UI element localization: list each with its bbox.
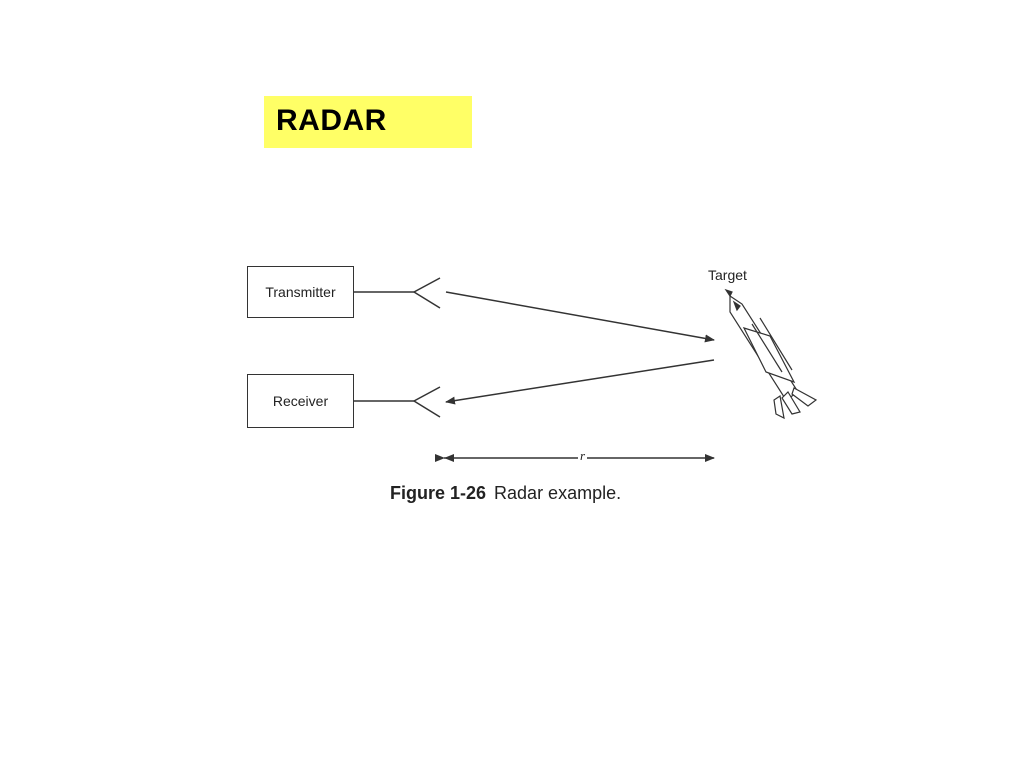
target-label: Target: [708, 267, 747, 283]
radar-figure: [232, 232, 868, 522]
figure-caption-number: Figure 1-26: [390, 483, 487, 503]
receive-antenna-icon: [414, 387, 440, 417]
transmitter-label: Transmitter: [265, 284, 336, 300]
figure-caption: [390, 483, 621, 504]
figure-caption-text: Radar example.: [494, 483, 622, 503]
range-label: r: [580, 448, 586, 463]
transmit-antenna-icon: [414, 278, 440, 308]
echo-signal-arrow: [446, 360, 714, 402]
title-box: [264, 96, 472, 148]
transmitter-block: [247, 266, 354, 318]
transmitted-signal-arrow: [446, 292, 714, 340]
slide-title: RADAR: [276, 104, 387, 137]
receiver-label: Receiver: [272, 393, 329, 409]
receiver-block: [247, 374, 354, 428]
range-arrow-left-head: [444, 454, 454, 462]
rocket-target-icon: [726, 290, 816, 418]
